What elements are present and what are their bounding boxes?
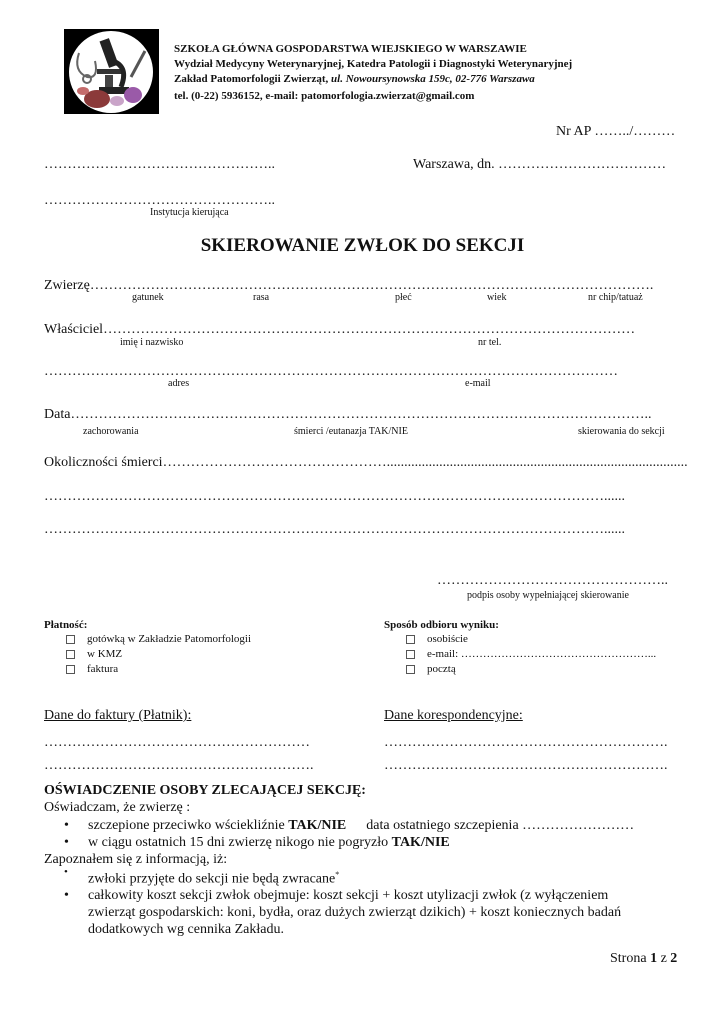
checkbox-icon[interactable] — [66, 635, 75, 644]
bullet-icon: • — [64, 818, 69, 833]
payment-option-cash[interactable]: gotówką w Zakładzie Patomorfologii — [66, 633, 251, 645]
payment-option-kmz[interactable]: w KMZ — [66, 648, 122, 660]
microscope-logo-icon — [69, 31, 153, 113]
contact-line: tel. (0-22) 5936152, e-mail: patomorfologia.zwierzat@gmail.com — [174, 90, 475, 102]
animal-breed-label: rasa — [253, 292, 270, 303]
checkbox-icon[interactable] — [66, 665, 75, 674]
referral-date-label: skierowania do sekcji — [578, 426, 665, 437]
owner-phone-label: nr tel. — [478, 337, 502, 348]
receipt-option-post[interactable]: pocztą — [406, 663, 456, 675]
invoice-title: Dane do faktury (Płatnik): — [44, 708, 192, 723]
page-indicator: Strona 1 z 2 — [610, 951, 678, 966]
declaration-cost-line-2: zwierząt gospodarskich: koni, bydła, oraz dużych zwierząt dzikich) + koszt koniecznych badań — [88, 905, 622, 920]
animal-row[interactable]: Zwierzę…………………………………………………………………………………………………………. — [44, 278, 654, 293]
payment-title: Płatność: — [44, 619, 88, 631]
receipt-title: Sposób odbioru wyniku: — [384, 619, 499, 631]
bullet-icon: • — [64, 866, 68, 878]
invoice-field-2[interactable]: …………………………………………………. — [44, 758, 314, 773]
bullet-icon: • — [64, 835, 69, 850]
owner-address-row[interactable]: …………………………………………………………………………………………………………… — [44, 364, 618, 379]
receipt-option-personal[interactable]: osobiście — [406, 633, 468, 645]
animal-sex-label: płeć — [395, 292, 412, 303]
checkbox-icon[interactable] — [406, 635, 415, 644]
animal-species-label: gatunek — [132, 292, 164, 303]
owner-name-label: imię i nazwisko — [120, 337, 184, 348]
invoice-field-1[interactable]: ………………………………………………… — [44, 735, 310, 750]
owner-row[interactable]: Właściciel…………………………………………………………………………………………………… — [44, 322, 636, 337]
correspondence-field-1[interactable]: ……………………………………………………. — [384, 735, 668, 750]
declaration-info: Zapoznałem się z informacją, iż: — [44, 852, 228, 867]
correspondence-field-2[interactable]: ……………………………………………………. — [384, 758, 668, 773]
institution-field[interactable]: ………………………………………….. — [44, 157, 275, 172]
death-date-label: śmierci /eutanazja TAK/NIE — [294, 426, 408, 437]
declaration-not-returned: zwłoki przyjęte do sekcji nie będą zwracane* — [88, 870, 340, 887]
signature-label: podpis osoby wypełniającej skierowanie — [467, 590, 629, 601]
declaration-vaccination: szczepione przeciwko wściekliźnie TAK/NIE data ostatniego szczepienia …………………… — [88, 818, 635, 833]
institution-logo — [64, 29, 159, 114]
case-number-field[interactable]: Nr AP ……../……… — [556, 124, 676, 139]
declaration-intro: Oświadczam, że zwierzę : — [44, 800, 191, 815]
dates-row[interactable]: Data…………………………………………………………………………………………………………….. — [44, 407, 652, 422]
illness-date-label: zachorowania — [83, 426, 139, 437]
checkbox-icon[interactable] — [406, 650, 415, 659]
bullet-icon: • — [64, 888, 69, 903]
declaration-no-bite: w ciągu ostatnich 15 dni zwierzę nikogo nie pogryzło TAK/NIE — [88, 835, 450, 850]
university-name: SZKOŁA GŁÓWNA GOSPODARSTWA WIEJSKIEGO W WARSZAWIE — [174, 43, 527, 55]
document-title: SKIEROWANIE ZWŁOK DO SEKCJI — [200, 235, 525, 256]
animal-age-label: wiek — [487, 292, 507, 303]
department-address: Zakład Patomorfologii Zwierząt, ul. Nowoursynowska 159c, 02-776 Warszawa — [174, 73, 535, 85]
declaration-cost-line-3: dodatkowych wg cennika Zakładu. — [88, 922, 284, 937]
circumstances-line-3[interactable]: …………………………………………………………………………………………………………...... — [44, 522, 625, 537]
checkbox-icon[interactable] — [406, 665, 415, 674]
checkbox-icon[interactable] — [66, 650, 75, 659]
circumstances-row[interactable]: Okoliczności śmierci…………………………………………...................................................................................... — [44, 455, 688, 470]
city-date-field[interactable]: Warszawa, dn. ……………………………… — [413, 157, 667, 172]
signature-field[interactable]: ………………………………………….. — [437, 573, 668, 588]
owner-email-label: e-mail — [465, 378, 491, 389]
payment-option-invoice[interactable]: faktura — [66, 663, 118, 675]
animal-chip-label: nr chip/tatuaż — [588, 292, 643, 303]
institution-field-2[interactable]: ………………………………………….. — [44, 193, 275, 208]
declaration-title: OŚWIADCZENIE OSOBY ZLECAJĄCEJ SEKCJĘ: — [44, 783, 366, 798]
correspondence-title: Dane korespondencyjne: — [384, 708, 523, 723]
faculty-name: Wydział Medycyny Weterynaryjnej, Katedra Patologii i Diagnostyki Weterynaryjnej — [174, 58, 573, 70]
institution-label: Instytucja kierująca — [150, 207, 229, 218]
declaration-cost-line-1: całkowity koszt sekcji zwłok obejmuje: koszt sekcji + koszt utylizacji zwłok (z wyłączeniem — [88, 888, 609, 903]
receipt-option-email[interactable]: e-mail: ……………………………………………... — [406, 648, 656, 660]
circumstances-line-2[interactable]: …………………………………………………………………………………………………………...... — [44, 489, 625, 504]
owner-address-label: adres — [168, 378, 190, 389]
